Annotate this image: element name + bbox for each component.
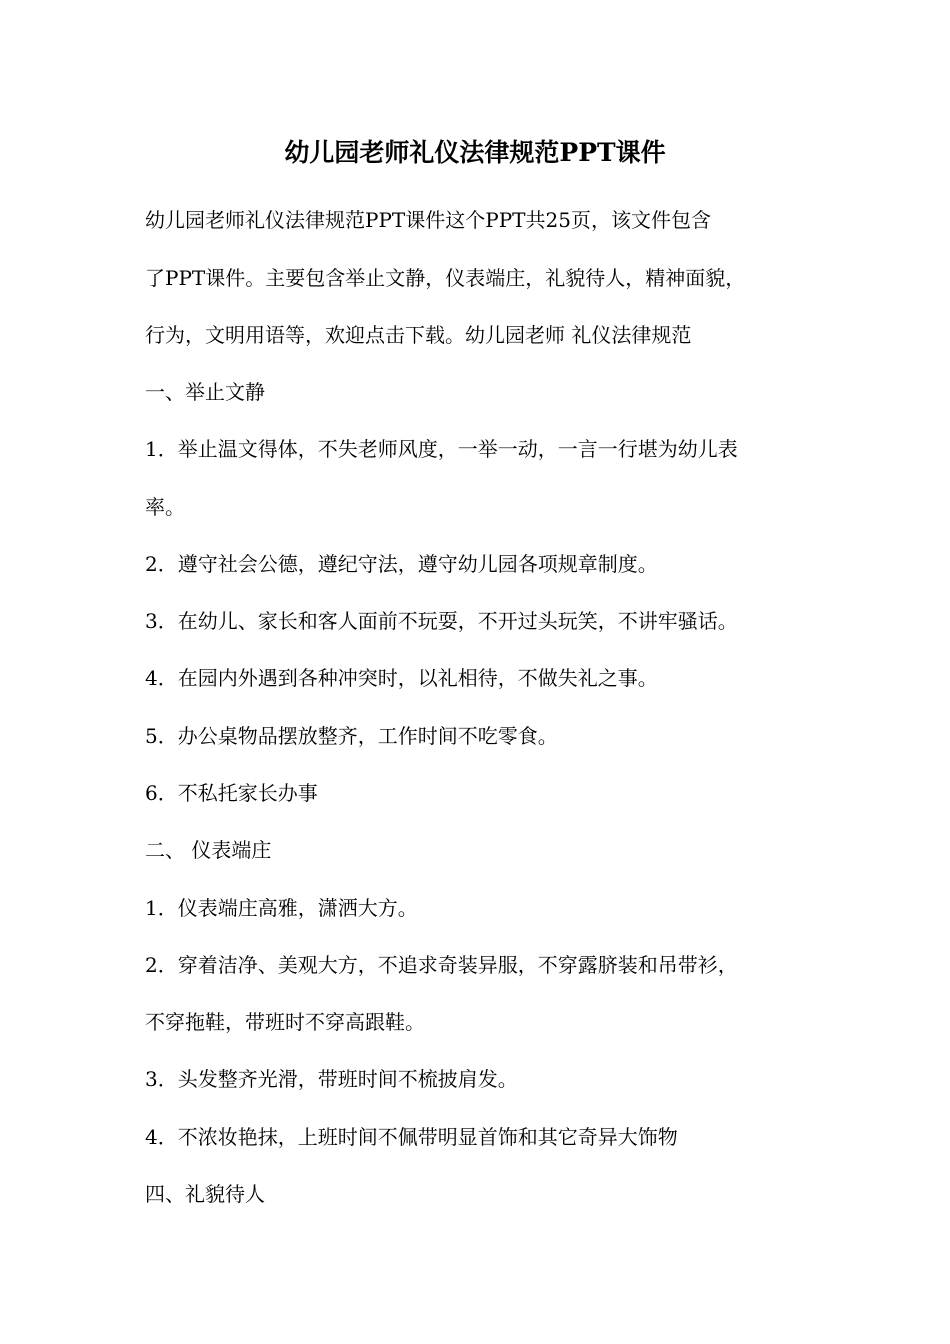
list-item: 6．不私托家长办事 — [145, 781, 318, 805]
list-item: 2．穿着洁净、美观大方，不追求奇装异服，不穿露脐装和吊带衫， — [145, 953, 738, 977]
list-item: 3．在幼儿、家长和客人面前不玩耍，不开过头玩笑，不讲牢骚话。 — [145, 609, 738, 633]
paragraph-line: 行为，文明用语等，欢迎点击下载。幼儿园老师 礼仪法律规范 — [145, 323, 692, 347]
list-item: 4．不浓妆艳抹，上班时间不佩带明显首饰和其它奇异大饰物 — [145, 1125, 678, 1149]
section-heading: 一、举止文静 — [145, 380, 265, 404]
list-item-continuation: 不穿拖鞋，带班时不穿高跟鞋。 — [145, 1010, 425, 1034]
section-heading: 二、 仪表端庄 — [145, 838, 272, 862]
list-item: 5．办公桌物品摆放整齐，工作时间不吃零食。 — [145, 724, 558, 748]
section-heading: 四、礼貌待人 — [145, 1182, 265, 1206]
list-item: 4．在园内外遇到各种冲突时，以礼相待，不做失礼之事。 — [145, 666, 658, 690]
paragraph-line: 了PPT课件。主要包含举止文静，仪表端庄，礼貌待人，精神面貌， — [145, 266, 746, 290]
list-item: 1．仪表端庄高雅，潇洒大方。 — [145, 896, 418, 920]
list-item-continuation: 率。 — [145, 495, 185, 519]
list-item: 1．举止温文得体，不失老师风度，一举一动，一言一行堪为幼儿表 — [145, 437, 738, 461]
document-title: 幼儿园老师礼仪法律规范PPT课件 — [284, 138, 666, 167]
list-item: 3．头发整齐光滑，带班时间不梳披肩发。 — [145, 1067, 518, 1091]
list-item: 2．遵守社会公德，遵纪守法，遵守幼儿园各项规章制度。 — [145, 552, 658, 576]
paragraph-line: 幼儿园老师礼仪法律规范PPT课件这个PPT共25页，该文件包含 — [145, 208, 711, 232]
